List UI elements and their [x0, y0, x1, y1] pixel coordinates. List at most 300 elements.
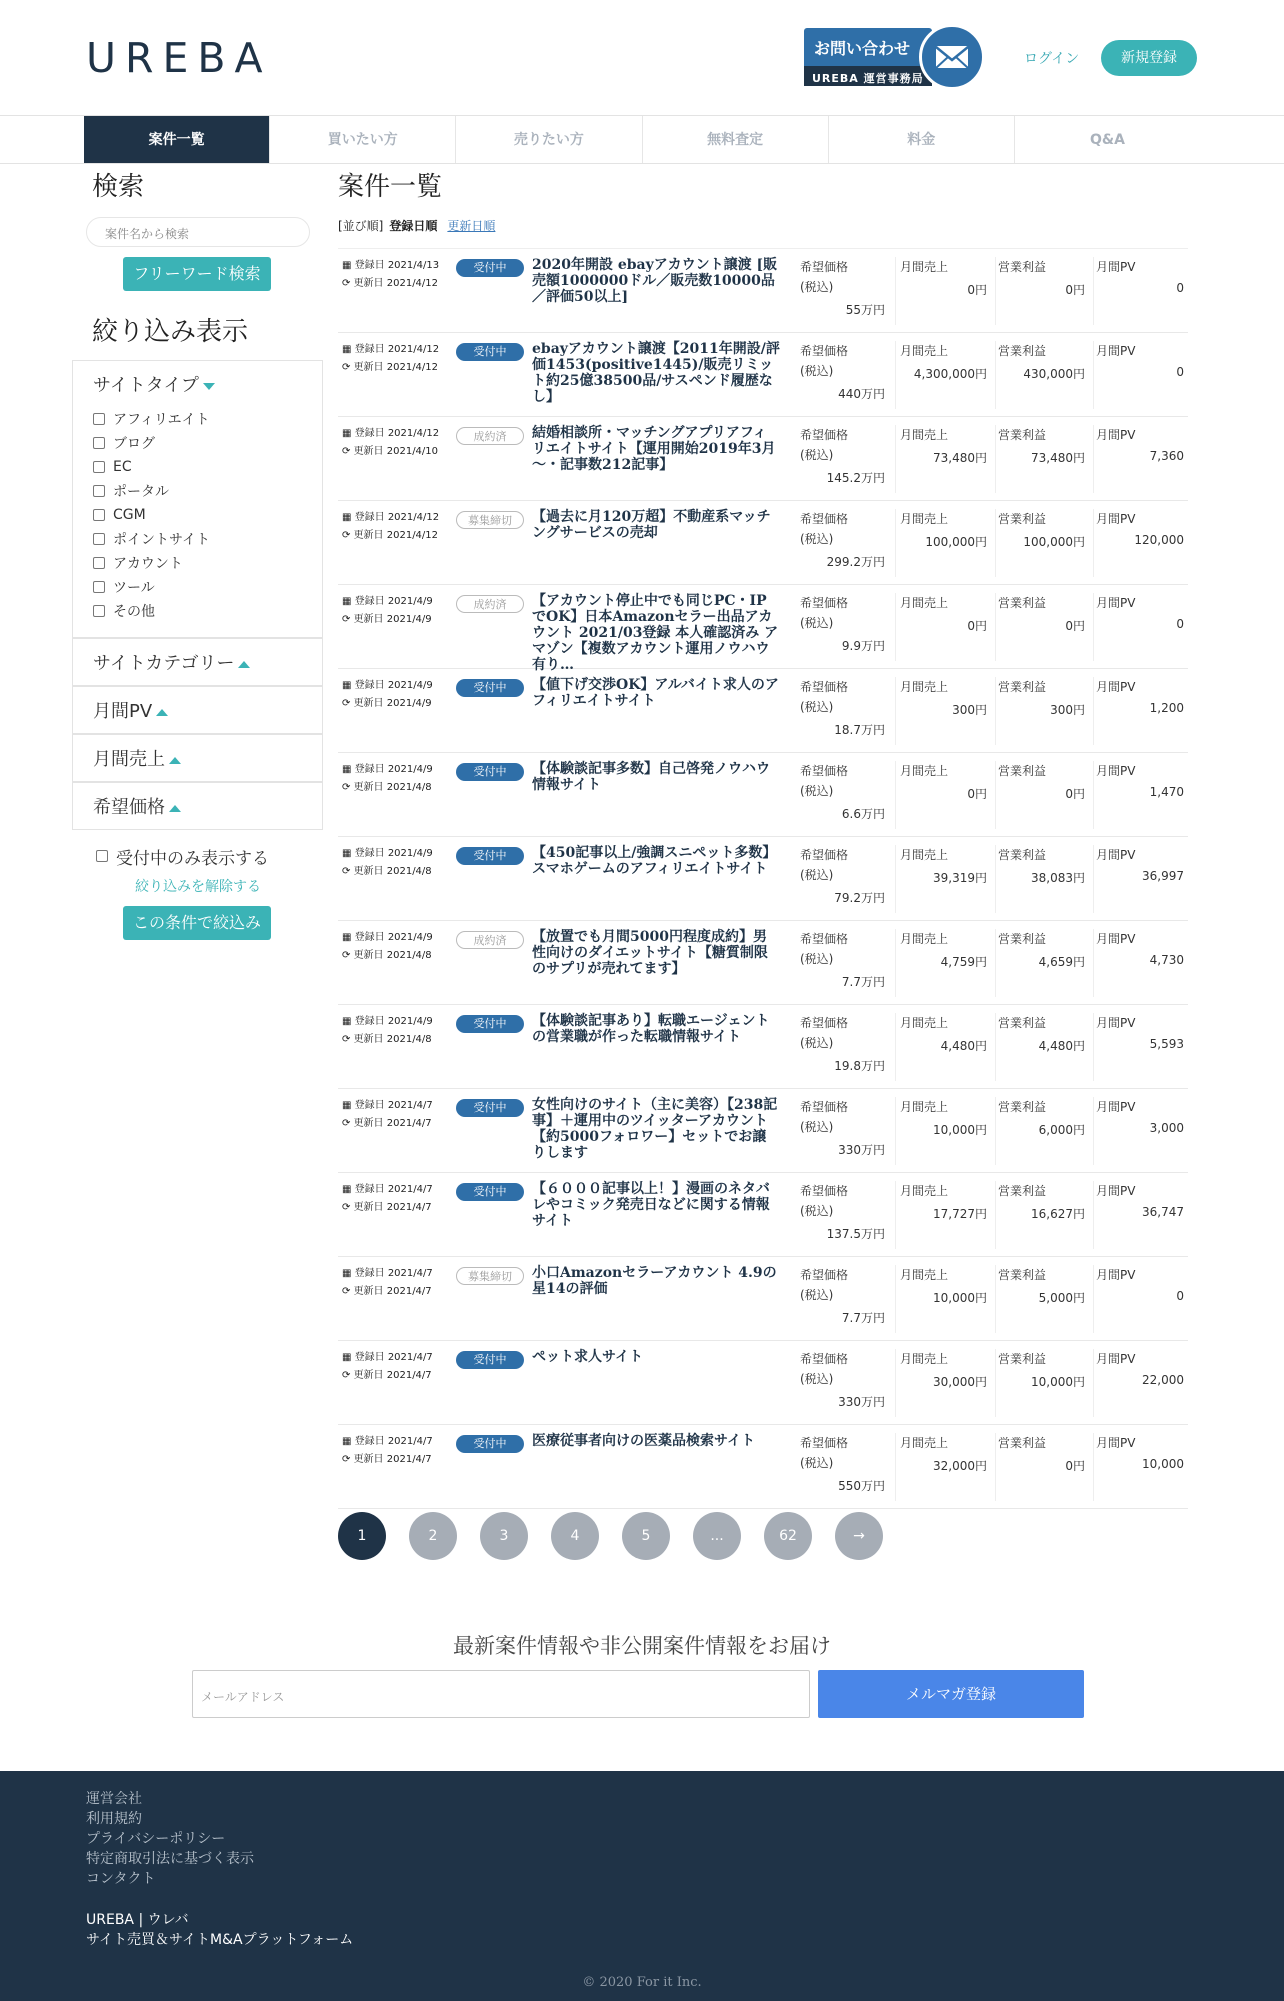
sales-cell	[900, 257, 996, 325]
sales-label: 月間売上	[900, 428, 949, 442]
option-label: ブログ	[113, 436, 155, 452]
option-label: ポータル	[113, 484, 169, 500]
listing-table	[338, 248, 1188, 1509]
listing-title[interactable]: 【アカウント停止中でも同じPC・IPでOK】日本Amazonセラー出品アカウント 2021/03登録 本人確認済み アマゾン【複数アカウント運用ノウハウ有り…	[532, 593, 779, 673]
updated-date: ⟳ 更新日 2021/4/8	[342, 1034, 432, 1045]
profit-cell	[998, 1181, 1094, 1249]
refresh-icon: ⟳	[342, 446, 354, 457]
refresh-icon: ⟳	[342, 950, 354, 961]
price-cell	[800, 1433, 896, 1501]
calendar-icon: ▦	[342, 428, 355, 439]
listing-title[interactable]: 2020年開設 ebayアカウント譲渡 [販売額1000000ドル／販売数10000品／評価50以上]	[532, 257, 778, 305]
footer-brand	[86, 1910, 353, 1950]
status-badge: 受付中	[456, 1015, 524, 1033]
caret-up-icon	[156, 709, 168, 716]
listing-dates	[342, 341, 439, 377]
pv-cell	[1096, 1349, 1192, 1417]
listing-row[interactable]	[338, 1173, 1188, 1257]
calendar-icon: ▦	[342, 932, 355, 943]
site-type-option[interactable]	[93, 599, 322, 623]
calendar-icon: ▦	[342, 848, 355, 859]
newsletter-button[interactable]: メルマガ登録	[818, 1670, 1084, 1718]
calendar-icon: ▦	[342, 764, 355, 775]
checkbox[interactable]	[93, 509, 105, 521]
refresh-icon: ⟳	[342, 866, 354, 877]
price-cell	[800, 1097, 896, 1165]
updated-date: ⟳ 更新日 2021/4/12	[342, 530, 439, 541]
price-filter[interactable]	[72, 782, 323, 830]
pv-cell	[1096, 1181, 1192, 1249]
contact-sub-label: UREBA 運営事務局	[804, 66, 932, 86]
sales-value: 100,000円	[925, 535, 987, 549]
sales-value: 73,480円	[933, 451, 987, 465]
listing-row[interactable]	[338, 753, 1188, 837]
profit-value: 100,000円	[1023, 535, 1085, 549]
price-value: 330万円	[838, 1143, 885, 1157]
registered-date: ▦ 登録日 2021/4/9	[342, 848, 433, 859]
page-button[interactable]: 5	[622, 1512, 670, 1560]
pv-value: 7,360	[1149, 449, 1184, 463]
sales-value: 17,727円	[933, 1207, 987, 1221]
pv-cell	[1096, 257, 1192, 325]
price-label: 希望価格(税込)	[800, 1016, 849, 1050]
price-value: 7.7万円	[841, 975, 885, 989]
status-badge: 受付中	[456, 679, 524, 697]
pv-value: 1,470	[1149, 785, 1184, 799]
contact-banner[interactable]	[804, 28, 986, 88]
open-only-toggle[interactable]	[96, 842, 324, 870]
site-type-option[interactable]	[93, 455, 322, 479]
sales-cell	[900, 1433, 996, 1501]
pv-cell	[1096, 425, 1192, 493]
sales-cell	[900, 509, 996, 577]
keyword-search-button[interactable]: フリーワード検索	[123, 257, 271, 291]
pv-cell	[1096, 761, 1192, 829]
price-value: 55万円	[845, 303, 885, 317]
filter-label: 月間売上	[93, 749, 165, 770]
sales-filter[interactable]	[72, 734, 323, 782]
status-badge: 受付中	[456, 1351, 524, 1369]
listing-dates	[342, 425, 439, 461]
registered-date: ▦ 登録日 2021/4/7	[342, 1100, 433, 1111]
profit-value: 5,000円	[1038, 1291, 1085, 1305]
price-cell	[800, 425, 896, 493]
checkbox[interactable]	[93, 581, 105, 593]
search-input[interactable]: 案件名から検索	[86, 217, 310, 247]
checkbox[interactable]	[93, 413, 105, 425]
price-cell	[800, 257, 896, 325]
page-button[interactable]: 4	[551, 1512, 599, 1560]
registered-date: ▦ 登録日 2021/4/7	[342, 1352, 433, 1363]
site-type-option[interactable]	[93, 527, 322, 551]
page-button[interactable]: 3	[480, 1512, 528, 1560]
option-label: その他	[113, 604, 155, 620]
status-badge: 受付中	[456, 259, 524, 277]
profit-value: 300円	[1050, 703, 1085, 717]
pv-value: 36,747	[1142, 1205, 1184, 1219]
profit-cell	[998, 1097, 1094, 1165]
category-filter[interactable]	[72, 638, 323, 686]
refresh-icon: ⟳	[342, 1034, 354, 1045]
sales-label: 月間売上	[900, 512, 949, 526]
sales-cell	[900, 425, 996, 493]
nav-item-listings[interactable]: 案件一覧	[84, 116, 270, 164]
signup-button[interactable]: 新規登録	[1101, 40, 1197, 76]
sales-cell	[900, 677, 996, 745]
profit-label: 営業利益	[998, 596, 1047, 610]
sales-label: 月間売上	[900, 932, 949, 946]
option-label: ツール	[113, 580, 155, 596]
calendar-icon: ▦	[342, 680, 355, 691]
listing-title[interactable]: 女性向けのサイト（主に美容）【238記事】＋運用中のツイッターアカウント【約5000フォロワー】セットでお譲りします	[532, 1097, 778, 1161]
pv-label: 月間PV	[1096, 1100, 1136, 1114]
sales-cell	[900, 1349, 996, 1417]
pv-cell	[1096, 929, 1192, 997]
profit-cell	[998, 1349, 1094, 1417]
search-title: 検索	[92, 172, 145, 202]
listing-title[interactable]: 【450記事以上/強調スニペット多数】スマホゲームのアフィリエイトサイト	[532, 845, 777, 877]
sales-value: 39,319円	[933, 871, 987, 885]
price-value: 550万円	[838, 1479, 885, 1493]
profit-cell	[998, 425, 1094, 493]
updated-date: ⟳ 更新日 2021/4/7	[342, 1118, 432, 1129]
sales-label: 月間売上	[900, 1436, 949, 1450]
pv-label: 月間PV	[1096, 512, 1136, 526]
registered-date: ▦ 登録日 2021/4/12	[342, 344, 440, 355]
listing-row[interactable]	[338, 585, 1188, 673]
pv-label: 月間PV	[1096, 764, 1136, 778]
site-type-toggle[interactable]	[73, 361, 322, 407]
price-label: 希望価格(税込)	[800, 932, 849, 966]
listing-dates	[342, 593, 433, 629]
profit-label: 営業利益	[998, 1016, 1047, 1030]
listing-row[interactable]	[338, 1425, 1188, 1509]
page-button[interactable]: 62	[764, 1512, 812, 1560]
footer-link-legal[interactable]: 特定商取引法に基づく表示	[86, 1851, 254, 1867]
price-value: 145.2万円	[826, 471, 885, 485]
profit-label: 営業利益	[998, 848, 1047, 862]
price-label: 希望価格(税込)	[800, 428, 849, 462]
email-input[interactable]: メールアドレス	[192, 1670, 810, 1718]
sales-value: 4,759円	[940, 955, 987, 969]
profit-cell	[998, 929, 1094, 997]
profit-label: 営業利益	[998, 932, 1047, 946]
price-value: 19.8万円	[834, 1059, 885, 1073]
listing-title[interactable]: 【放置でも月間5000円程度成約】男性向けのダイエットサイト【糖質制限のサプリが売れてます】	[532, 929, 768, 977]
registered-date: ▦ 登録日 2021/4/7	[342, 1268, 433, 1279]
profit-value: 0円	[1065, 619, 1085, 633]
profit-value: 4,480円	[1038, 1039, 1085, 1053]
price-label: 希望価格(税込)	[800, 260, 849, 294]
page-button[interactable]: ...	[693, 1512, 741, 1560]
status-badge: 受付中	[456, 1099, 524, 1117]
listing-dates	[342, 1433, 433, 1469]
pv-filter[interactable]	[72, 686, 323, 734]
profit-label: 営業利益	[998, 1100, 1047, 1114]
registered-date: ▦ 登録日 2021/4/9	[342, 596, 433, 607]
profit-value: 0円	[1065, 1459, 1085, 1473]
sales-value: 0円	[967, 787, 987, 801]
listing-row[interactable]	[338, 1257, 1188, 1341]
price-label: 希望価格(税込)	[800, 1268, 849, 1302]
filter-label: サイトカテゴリー	[93, 653, 235, 674]
checkbox[interactable]	[93, 533, 105, 545]
pv-label: 月間PV	[1096, 344, 1136, 358]
price-cell	[800, 1349, 896, 1417]
site-logo[interactable]: UREBA	[86, 34, 272, 82]
profit-cell	[998, 1265, 1094, 1333]
profit-label: 営業利益	[998, 260, 1047, 274]
refresh-icon: ⟳	[342, 782, 354, 793]
nav-item-faq[interactable]: Q&A	[1089, 132, 1125, 148]
site-type-option[interactable]	[93, 479, 322, 503]
pv-cell	[1096, 341, 1192, 409]
footer-link-contact[interactable]: コンタクト	[86, 1871, 156, 1887]
status-badge: 受付中	[456, 763, 524, 781]
listing-dates	[342, 845, 433, 881]
footer-brand-name: UREBA | ウレバ	[86, 1912, 189, 1928]
listing-title[interactable]: 【値下げ交渉OK】アルバイト求人のアフィリエイトサイト	[532, 677, 779, 709]
next-arrow-icon[interactable]: →	[835, 1512, 883, 1560]
calendar-icon: ▦	[342, 1016, 355, 1027]
sales-label: 月間売上	[900, 1100, 949, 1114]
profit-value: 16,627円	[1031, 1207, 1085, 1221]
listing-title[interactable]: 【体験談記事あり】転職エージェントの営業職が作った転職情報サイト	[532, 1013, 770, 1045]
calendar-icon: ▦	[342, 1436, 355, 1447]
profit-label: 営業利益	[998, 512, 1047, 526]
updated-date: ⟳ 更新日 2021/4/12	[342, 362, 439, 373]
nav-divider	[0, 163, 1284, 164]
registered-date: ▦ 登録日 2021/4/7	[342, 1436, 433, 1447]
listing-title[interactable]: 【体験談記事多数】自己啓発ノウハウ情報サイト	[532, 761, 770, 793]
checkbox[interactable]	[93, 605, 105, 617]
pv-cell	[1096, 1265, 1192, 1333]
login-link[interactable]: ログイン	[1024, 51, 1080, 67]
checkbox[interactable]	[93, 461, 105, 473]
pv-value: 1,200	[1149, 701, 1184, 715]
sidebar	[72, 166, 324, 940]
site-type-option[interactable]	[93, 551, 322, 575]
pv-value: 0	[1176, 617, 1184, 631]
listing-title[interactable]: 【過去に月120万超】不動産系マッチングサービスの売却	[532, 509, 771, 541]
caret-up-icon	[238, 661, 250, 668]
checkbox[interactable]	[93, 485, 105, 497]
sales-cell	[900, 341, 996, 409]
checkbox[interactable]	[93, 437, 105, 449]
listing-row[interactable]	[338, 333, 1188, 417]
price-label: 希望価格(税込)	[800, 764, 849, 798]
updated-date: ⟳ 更新日 2021/4/9	[342, 698, 432, 709]
listing-row[interactable]	[338, 921, 1188, 1005]
apply-filter-button[interactable]: この条件で絞込み	[123, 906, 271, 940]
nav-item-sellers[interactable]: 売りたい方	[456, 116, 642, 164]
listing-title[interactable]: ペット求人サイト	[532, 1349, 644, 1365]
profit-label: 営業利益	[998, 428, 1047, 442]
option-label: アフィリエイト	[113, 412, 210, 428]
sales-value: 300円	[952, 703, 987, 717]
updated-date: ⟳ 更新日 2021/4/9	[342, 614, 432, 625]
profit-value: 6,000円	[1038, 1123, 1085, 1137]
pv-label: 月間PV	[1096, 932, 1136, 946]
pv-label: 月間PV	[1096, 1436, 1136, 1450]
registered-date: ▦ 登録日 2021/4/9	[342, 680, 433, 691]
pv-label: 月間PV	[1096, 848, 1136, 862]
listing-dates	[342, 1181, 433, 1217]
updated-date: ⟳ 更新日 2021/4/8	[342, 950, 432, 961]
status-badge: 受付中	[456, 343, 524, 361]
profit-cell	[998, 593, 1094, 661]
price-value: 330万円	[838, 1395, 885, 1409]
listing-title[interactable]: 結婚相談所・マッチングアプリアフィリエイトサイト【運用開始2019年3月～・記事数212記事】	[532, 425, 776, 473]
pv-cell	[1096, 593, 1192, 661]
listing-row[interactable]	[338, 1005, 1188, 1089]
sales-label: 月間売上	[900, 1268, 949, 1282]
pv-value: 0	[1176, 365, 1184, 379]
price-cell	[800, 677, 896, 745]
registered-date: ▦ 登録日 2021/4/12	[342, 428, 440, 439]
caret-up-icon	[169, 757, 181, 764]
listing-row[interactable]	[338, 1089, 1188, 1173]
profit-label: 営業利益	[998, 1352, 1047, 1366]
refresh-icon: ⟳	[342, 362, 354, 373]
sales-label: 月間売上	[900, 1016, 949, 1030]
refresh-icon: ⟳	[342, 278, 354, 289]
listing-title[interactable]: 【６０００記事以上！】漫画のネタバレやコミック発売日などに関する情報サイト	[532, 1181, 770, 1229]
profit-value: 0円	[1065, 787, 1085, 801]
profit-label: 営業利益	[998, 1184, 1047, 1198]
page-title: 案件一覧	[338, 172, 443, 202]
listing-title[interactable]: ebayアカウント譲渡【2011年開設/評価1453(positive1445)/販売リミット約25億38500品/サスペンド履歴なし】	[532, 341, 780, 405]
sales-value: 4,480円	[940, 1039, 987, 1053]
pv-label: 月間PV	[1096, 1016, 1136, 1030]
checkbox[interactable]	[93, 557, 105, 569]
profit-value: 38,083円	[1031, 871, 1085, 885]
status-badge: 受付中	[456, 1183, 524, 1201]
refresh-icon: ⟳	[342, 1118, 354, 1129]
site-type-option[interactable]	[93, 575, 322, 599]
price-value: 79.2万円	[834, 891, 885, 905]
status-badge: 成約済	[456, 427, 524, 445]
registered-date: ▦ 登録日 2021/4/9	[342, 932, 433, 943]
pv-value: 3,000	[1149, 1121, 1184, 1135]
listing-title[interactable]: 医療従事者向けの医薬品検索サイト	[532, 1433, 756, 1449]
pv-cell	[1096, 1097, 1192, 1165]
site-type-option[interactable]	[93, 431, 322, 455]
price-label: 希望価格(税込)	[800, 596, 849, 630]
site-type-option[interactable]	[93, 503, 322, 527]
price-cell	[800, 929, 896, 997]
status-badge: 募集締切	[456, 511, 524, 529]
sales-cell	[900, 1097, 996, 1165]
profit-cell	[998, 341, 1094, 409]
calendar-icon: ▦	[342, 512, 355, 523]
sales-label: 月間売上	[900, 344, 949, 358]
sales-value: 10,000円	[933, 1291, 987, 1305]
pv-cell	[1096, 509, 1192, 577]
price-cell	[800, 1181, 896, 1249]
pv-label: 月間PV	[1096, 596, 1136, 610]
price-label: 希望価格(税込)	[800, 1184, 849, 1218]
sort-updated[interactable]: 更新日順	[447, 219, 496, 233]
listing-row[interactable]	[338, 501, 1188, 585]
registered-date: ▦ 登録日 2021/4/9	[342, 1016, 433, 1027]
price-value: 6.6万円	[841, 807, 885, 821]
site-type-option[interactable]	[93, 407, 322, 431]
refresh-icon: ⟳	[342, 1286, 354, 1297]
profit-value: 10,000円	[1031, 1375, 1085, 1389]
profit-value: 0円	[1065, 283, 1085, 297]
sort-bar	[338, 217, 1188, 234]
calendar-icon: ▦	[342, 1184, 355, 1195]
pv-value: 120,000	[1134, 533, 1184, 547]
sort-label: [並び順]	[338, 219, 384, 233]
site-type-label: サイトタイプ	[93, 375, 199, 396]
listing-row[interactable]	[338, 249, 1188, 333]
pv-label: 月間PV	[1096, 1184, 1136, 1198]
caret-up-icon	[169, 805, 181, 812]
sales-value: 4,300,000円	[913, 367, 987, 381]
listing-row[interactable]	[338, 1341, 1188, 1425]
price-value: 7.7万円	[841, 1311, 885, 1325]
listing-row[interactable]	[338, 417, 1188, 501]
footer-link-company[interactable]: 運営会社	[86, 1791, 142, 1807]
nav-item-buyers[interactable]: 買いたい方	[270, 116, 456, 164]
updated-date: ⟳ 更新日 2021/4/7	[342, 1202, 432, 1213]
profit-cell	[998, 1433, 1094, 1501]
listing-dates	[342, 1013, 433, 1049]
status-badge: 成約済	[456, 931, 524, 949]
profit-cell	[998, 509, 1094, 577]
sort-registered[interactable]: 登録日順	[389, 219, 438, 233]
page-button[interactable]: 1	[338, 1512, 386, 1560]
nav-item-pricing[interactable]: 料金	[829, 116, 1015, 164]
price-label: 希望価格(税込)	[800, 848, 849, 882]
status-badge: 受付中	[456, 847, 524, 865]
filter-title: 絞り込み表示	[92, 317, 249, 347]
price-value: 18.7万円	[834, 723, 885, 737]
checkbox[interactable]	[96, 850, 108, 862]
nav-item-appraisal[interactable]: 無料査定	[643, 116, 829, 164]
listing-dates	[342, 929, 433, 965]
listing-row[interactable]	[338, 669, 1188, 753]
listing-dates	[342, 1097, 433, 1133]
calendar-icon: ▦	[342, 596, 355, 607]
updated-date: ⟳ 更新日 2021/4/12	[342, 278, 439, 289]
listing-title[interactable]: 小口Amazonセラーアカウント 4.9の星14の評価	[532, 1265, 777, 1297]
price-label: 希望価格(税込)	[800, 680, 849, 714]
listing-dates	[342, 761, 433, 797]
price-cell	[800, 593, 896, 661]
listing-row[interactable]	[338, 837, 1188, 921]
footer-links	[86, 1789, 254, 1889]
pv-label: 月間PV	[1096, 428, 1136, 442]
option-label: アカウント	[113, 556, 183, 572]
pv-label: 月間PV	[1096, 260, 1136, 274]
footer-link-terms[interactable]: 利用規約	[86, 1811, 142, 1827]
pv-label: 月間PV	[1096, 1268, 1136, 1282]
footer-tagline: サイト売買＆サイトM&Aプラットフォーム	[86, 1932, 354, 1948]
option-label: ポイントサイト	[113, 532, 211, 548]
pv-value: 22,000	[1142, 1373, 1184, 1387]
contact-label: お問い合わせ	[814, 39, 911, 58]
price-label: 希望価格(税込)	[800, 1100, 849, 1134]
sales-label: 月間売上	[900, 596, 949, 610]
site-footer	[0, 1771, 1284, 2001]
page-button[interactable]: 2	[409, 1512, 457, 1560]
option-label: CGM	[113, 507, 146, 523]
clear-filter-link[interactable]: 絞り込みを解除する	[135, 879, 261, 895]
footer-link-privacy[interactable]: プライバシーポリシー	[86, 1831, 226, 1847]
